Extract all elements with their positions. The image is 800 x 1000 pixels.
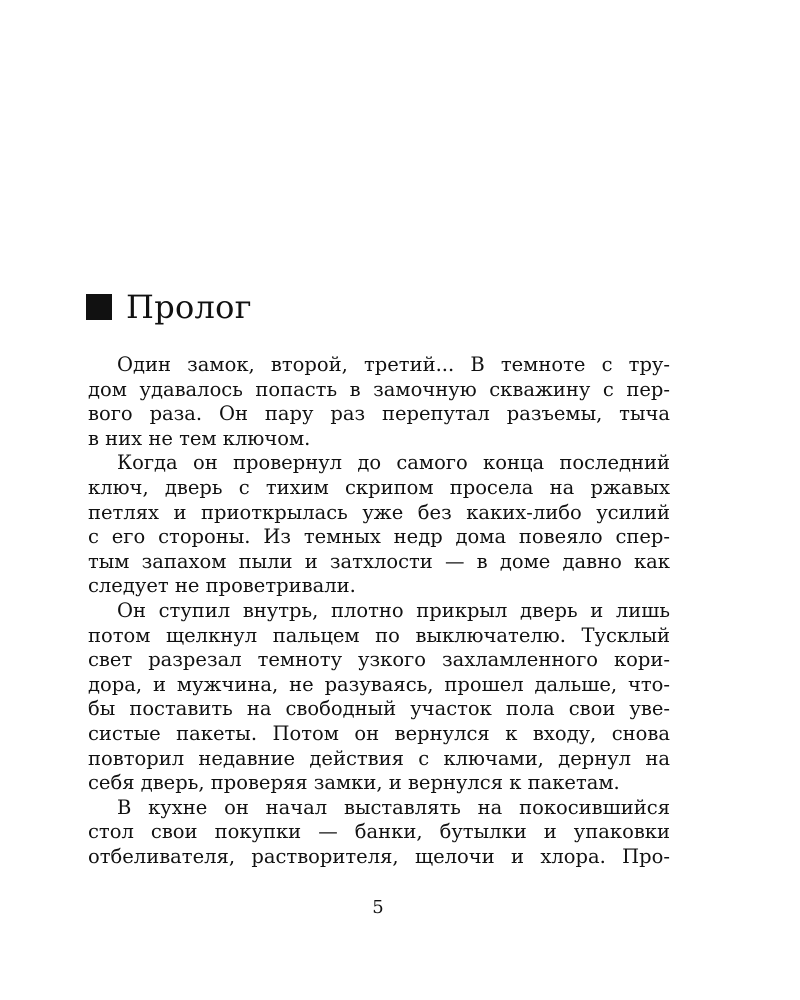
text-line: дом удавалось попасть в замочную скважину с пер- — [88, 377, 670, 401]
text-line: повторил недавние действия с ключами, дернул на — [88, 746, 670, 770]
text-line: бы поставить на свободный участок пола свои уве- — [88, 697, 670, 721]
text-line: Когда он провернул до самого конца последний — [117, 451, 670, 475]
text-line: ключ, дверь с тихим скрипом просела на ржавых — [88, 475, 670, 499]
text-line: следует не проветривали. — [88, 574, 356, 598]
chapter-heading — [86, 282, 252, 332]
text-line: свет разрезал темноту узкого захламленного кори- — [88, 648, 670, 672]
chapter-title: Пролог — [126, 288, 252, 326]
text-line: В кухне он начал выставлять на покосившийся — [117, 795, 670, 819]
text-line: вого раза. Он пару раз перепутал разъемы, тыча — [88, 402, 670, 426]
text-line: Один замок, второй, третий... В темноте с тру- — [117, 353, 670, 376]
text-line: Он ступил внутрь, плотно прикрыл дверь и лишь — [117, 598, 670, 622]
text-line: потом щелкнул пальцем по выключателю. Тусклый — [88, 623, 670, 647]
text-line: петлях и приоткрылась уже без каких-либо усилий — [88, 500, 670, 524]
text-line: систые пакеты. Потом он вернулся к входу, снова — [88, 721, 670, 745]
text-line: дора, и мужчина, не разуваясь, прошел дальше, что- — [88, 672, 670, 696]
body-text — [88, 353, 670, 869]
page-number: 5 — [372, 897, 384, 918]
square-bullet-icon — [86, 294, 112, 320]
text-line: тым запахом пыли и затхлости — в доме давно как — [88, 549, 670, 573]
text-line: себя дверь, проверяя замки, и вернулся к пакетам. — [88, 771, 620, 795]
text-line: с его стороны. Из темных недр дома повеяло спер- — [88, 525, 670, 549]
text-line: отбеливателя, растворителя, щелочи и хлора. Про- — [88, 844, 670, 868]
text-line: в них не тем ключом. — [88, 426, 311, 450]
text-line: стол свои покупки — банки, бутылки и упаковки — [88, 820, 670, 844]
